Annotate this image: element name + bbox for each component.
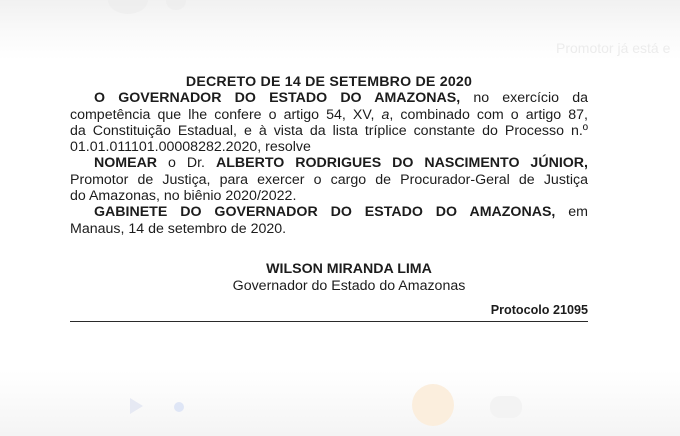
italic-letter: a: [381, 106, 390, 123]
paragraph-cabinet: [70, 204, 588, 237]
paragraph-text: o Dr.: [157, 155, 216, 172]
signature-block: [110, 261, 588, 295]
paragraph-line: Manaus, 14 de setembro de 2020.: [70, 220, 287, 237]
paragraph-text: competência que lhe confere o artigo 54, XV,: [70, 106, 382, 123]
paragraph-text: em: [555, 204, 589, 221]
paragraph-line: [70, 107, 588, 123]
faded-pill-icon: [490, 396, 522, 418]
appointee-name: ALBERTO RODRIGUES DO NASCIMENTO JÚNIOR,: [215, 155, 588, 172]
paragraph-text: no exercício da: [460, 90, 588, 107]
signer-name: WILSON MIRANDA LIMA: [266, 260, 432, 277]
decree-document: [70, 74, 588, 322]
signer-role: Governador do Estado do Amazonas: [232, 278, 466, 295]
paragraph-line: do Amazonas, no biênio 2020/2022.: [70, 188, 297, 205]
protocol-number: Protocolo 21095: [490, 302, 588, 317]
decree-title: DECRETO DE 14 DE SETEMBRO DE 2020: [185, 74, 473, 90]
cabinet-heading: GABINETE DO GOVERNADOR DO ESTADO DO AMAZONAS,: [94, 204, 556, 221]
dot-icon: [174, 402, 184, 412]
play-icon: [130, 398, 143, 414]
paragraph-line: 01.01.011101.00008282.2020, resolve: [70, 139, 311, 156]
appoint-keyword: NOMEAR: [94, 155, 158, 172]
paragraph-text: , combinado com o artigo 87,: [389, 106, 588, 123]
paragraph-appointment: [70, 155, 588, 204]
bottom-divider: [70, 321, 588, 322]
paragraph-governor-resolves: [70, 90, 588, 155]
governor-heading: O GOVERNADOR DO ESTADO DO AMAZONAS,: [94, 90, 461, 107]
paragraph-line: Promotor de Justiça, para exercer o cargo de Procurador-Geral de Justiça: [70, 171, 588, 188]
faded-bottom-bar: [0, 370, 680, 436]
faded-overlay-text: Promotor já está e: [556, 40, 671, 56]
paragraph-line: [70, 204, 588, 220]
paragraph-line: [70, 155, 588, 171]
paragraph-line: da Constituição Estadual, e à vista da lista tríplice constante do Processo n.º: [70, 122, 588, 139]
faded-circle-button-icon: [412, 384, 454, 426]
paragraph-line: [70, 90, 588, 106]
